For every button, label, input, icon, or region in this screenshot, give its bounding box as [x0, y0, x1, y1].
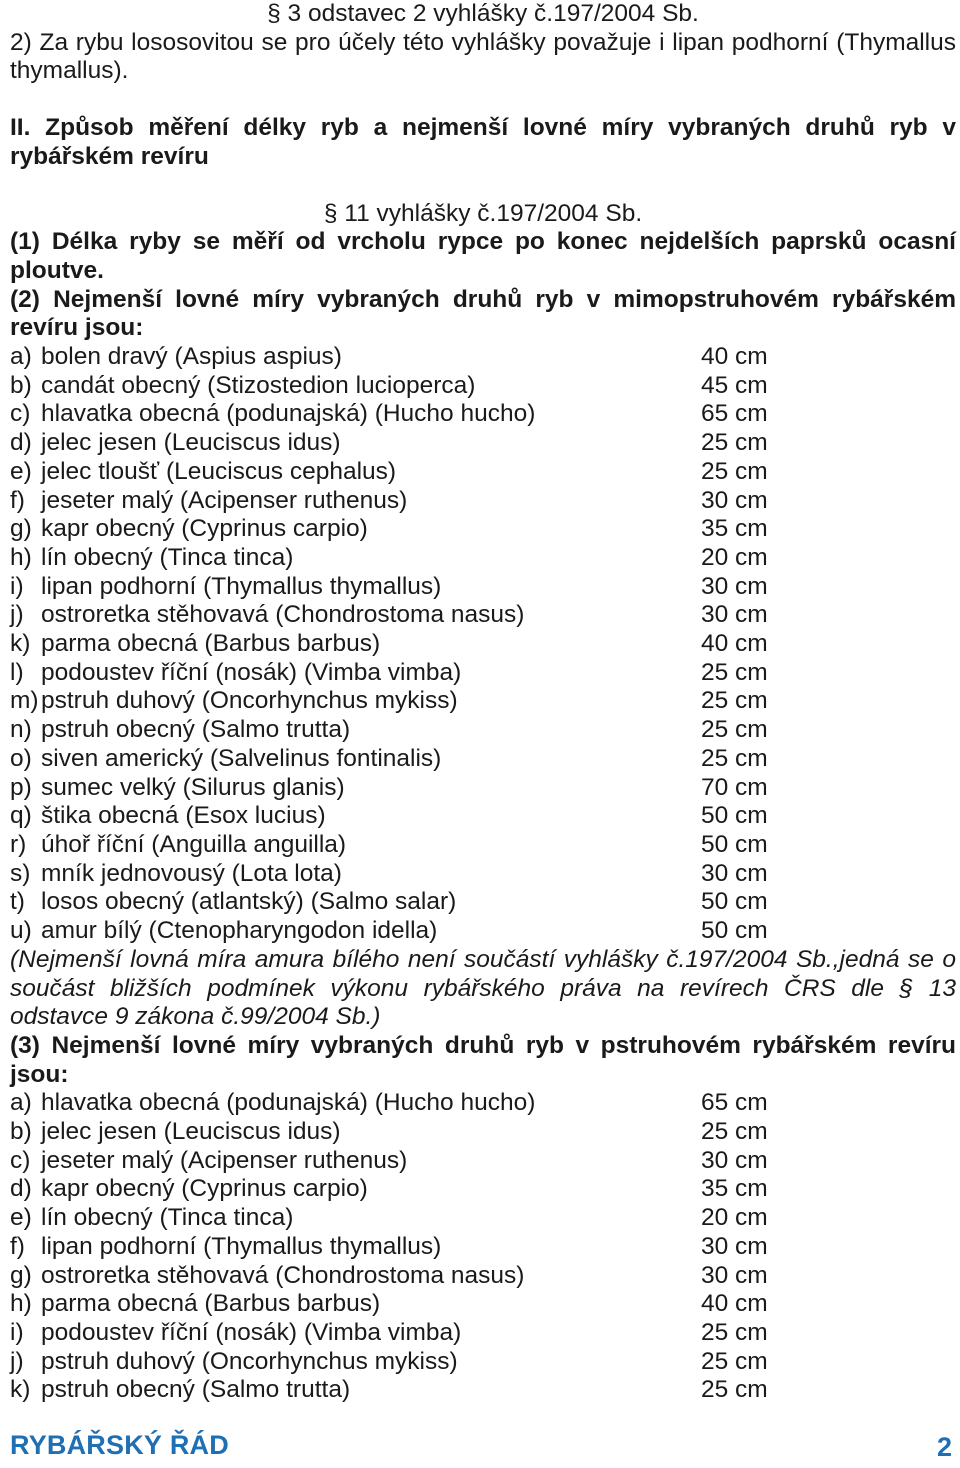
list-item-letter: d): [10, 1175, 32, 1203]
list-item: [10, 573, 956, 602]
list-item-length: 25 cm: [701, 687, 768, 715]
list-item: [10, 1147, 956, 1176]
footnote-2: 2) Za rybu lososovitou se pro účely této vyhlášky považuje i lipan podhorní (Thymallus thymallus).: [10, 28, 956, 85]
list-item-length: 25 cm: [701, 658, 768, 686]
list-item-name: úhoř říční (Anguilla anguilla): [41, 830, 347, 858]
document-content: [10, 0, 956, 1405]
list-item-name: pstruh obecný (Salmo trutta): [41, 1376, 351, 1404]
list-item-name: losos obecný (atlantský) (Salmo salar): [41, 888, 457, 916]
list-item-name: jeseter malý (Acipenser ruthenus): [41, 1146, 408, 1174]
list-item-length: 65 cm: [701, 400, 768, 428]
list-item-length: 25 cm: [701, 716, 768, 744]
list-item-length: 25 cm: [701, 429, 768, 457]
list-item-name: sumec velký (Silurus glanis): [41, 773, 345, 801]
list-item-letter: n): [10, 716, 32, 744]
list-item: [10, 745, 956, 774]
list-item: [10, 659, 956, 688]
paragraph-3-heading: (3) Nejmenší lovné míry vybraných druhů ryb v pstruhovém rybářském revíru jsou:: [10, 1031, 956, 1088]
list-item-name: pstruh duhový (Oncorhynchus mykiss): [41, 687, 458, 715]
list-item-letter: t): [10, 888, 25, 916]
list-item-length: 30 cm: [701, 1232, 768, 1260]
section-reference-11: § 11 vyhlášky č.197/2004 Sb.: [323, 199, 643, 227]
list-item: [10, 831, 956, 860]
pstruhovy-list: [10, 1089, 956, 1405]
list-item-letter: c): [10, 400, 31, 428]
list-item-length: 30 cm: [701, 572, 768, 600]
list-item-name: hlavatka obecná (podunajská) (Hucho hucho): [41, 1089, 536, 1117]
list-item-length: 25 cm: [701, 457, 768, 485]
list-item-name: jelec jesen (Leuciscus idus): [41, 429, 341, 457]
list-item-name: lipan podhorní (Thymallus thymallus): [41, 1232, 442, 1260]
list-item-length: 50 cm: [701, 888, 768, 916]
list-item-letter: i): [10, 572, 24, 600]
list-item: [10, 544, 956, 573]
list-item-length: 25 cm: [701, 1318, 768, 1346]
list-item-letter: b): [10, 1118, 32, 1146]
list-item: [10, 429, 956, 458]
list-item-name: amur bílý (Ctenopharyngodon idella): [41, 917, 438, 945]
list-item-name: hlavatka obecná (podunajská) (Hucho hucho): [41, 400, 536, 428]
list-item-letter: f): [10, 486, 25, 514]
list-item-name: podoustev říční (nosák) (Vimba vimba): [41, 658, 462, 686]
list-item-letter: a): [10, 1089, 32, 1117]
list-item: [10, 400, 956, 429]
list-item-letter: p): [10, 773, 32, 801]
list-item-name: kapr obecný (Cyprinus carpio): [41, 515, 368, 543]
list-item-name: štika obecná (Esox lucius): [41, 802, 326, 830]
list-item-letter: g): [10, 515, 32, 543]
list-item-length: 25 cm: [701, 1376, 768, 1404]
list-item: [10, 601, 956, 630]
list-item-name: lipan podhorní (Thymallus thymallus): [41, 572, 442, 600]
list-item: [10, 687, 956, 716]
list-item-length: 70 cm: [701, 773, 768, 801]
list-item: [10, 487, 956, 516]
list-item-length: 30 cm: [701, 1146, 768, 1174]
amur-note: (Nejmenší lovná míra amura bílého není součástí vyhlášky č.197/2004 Sb.,jedná se o součást bližších podmínek výkonu rybářského práva na revírech ČRS dle § 13 odstavce 9 zákona č.99/2004 Sb.): [10, 945, 956, 1031]
list-item-name: parma obecná (Barbus barbus): [41, 630, 381, 658]
list-item-length: 35 cm: [701, 515, 768, 543]
list-item-length: 40 cm: [701, 630, 768, 658]
list-item-length: 20 cm: [701, 543, 768, 571]
list-item-letter: s): [10, 859, 31, 887]
list-item-letter: e): [10, 457, 32, 485]
list-item-letter: q): [10, 802, 32, 830]
list-item: [10, 1233, 956, 1262]
page-number: 2: [936, 1432, 952, 1462]
section-reference-3: § 3 odstavec 2 vyhlášky č.197/2004 Sb.: [267, 0, 699, 27]
list-item: [10, 1175, 956, 1204]
list-item: [10, 860, 956, 889]
list-item-length: 50 cm: [701, 917, 768, 945]
list-item-name: lín obecný (Tinca tinca): [41, 1204, 294, 1232]
list-item-letter: g): [10, 1261, 32, 1289]
list-item-length: 50 cm: [701, 802, 768, 830]
list-item: [10, 888, 956, 917]
list-item-letter: k): [10, 1376, 31, 1404]
list-item-length: 30 cm: [701, 486, 768, 514]
list-item-name: jeseter malý (Acipenser ruthenus): [41, 486, 408, 514]
list-item: [10, 1348, 956, 1377]
list-item: [10, 372, 956, 401]
list-item-letter: j): [10, 601, 24, 629]
list-item-letter: b): [10, 371, 32, 399]
list-item-letter: h): [10, 1290, 32, 1318]
list-item-name: candát obecný (Stizostedion lucioperca): [41, 371, 476, 399]
list-item-letter: o): [10, 744, 32, 772]
list-item-name: lín obecný (Tinca tinca): [41, 543, 294, 571]
list-item: [10, 1319, 956, 1348]
list-item: [10, 1118, 956, 1147]
list-item-name: podoustev říční (nosák) (Vimba vimba): [41, 1318, 462, 1346]
list-item: [10, 630, 956, 659]
list-item-name: jelec tloušť (Leuciscus cephalus): [41, 457, 397, 485]
list-item: [10, 716, 956, 745]
list-item-length: 50 cm: [701, 830, 768, 858]
list-item-length: 20 cm: [701, 1204, 768, 1232]
list-item-length: 35 cm: [701, 1175, 768, 1203]
list-item-name: pstruh obecný (Salmo trutta): [41, 716, 351, 744]
list-item-letter: a): [10, 343, 32, 371]
list-item-name: mník jednovousý (Lota lota): [41, 859, 342, 887]
list-item-name: pstruh duhový (Oncorhynchus mykiss): [41, 1347, 458, 1375]
list-item-name: siven americký (Salvelinus fontinalis): [41, 744, 442, 772]
list-item-letter: j): [10, 1347, 24, 1375]
list-item: [10, 774, 956, 803]
list-item-letter: k): [10, 630, 31, 658]
list-item-name: ostroretka stěhovavá (Chondrostoma nasus): [41, 1261, 525, 1289]
list-item-letter: e): [10, 1204, 32, 1232]
list-item-letter: d): [10, 429, 32, 457]
paragraph-1: (1) Délka ryby se měří od vrcholu rypce po konec nejdelších paprsků ocasní ploutve.: [10, 228, 956, 284]
list-item-name: ostroretka stěhovavá (Chondrostoma nasus): [41, 601, 525, 629]
list-item-name: bolen dravý (Aspius aspius): [41, 343, 342, 371]
list-item-letter: u): [10, 917, 32, 945]
list-item-length: 25 cm: [701, 1118, 768, 1146]
list-item: [10, 1290, 956, 1319]
list-item: [10, 1262, 956, 1291]
list-item: [10, 1089, 956, 1118]
mimopstruhovy-list: [10, 343, 956, 946]
list-item-letter: c): [10, 1146, 31, 1174]
list-item-letter: m): [10, 687, 39, 715]
paragraph-2-heading: (2) Nejmenší lovné míry vybraných druhů ryb v mimopstruhovém rybářském revíru jsou:: [10, 285, 956, 342]
list-item-letter: r): [10, 830, 27, 858]
list-item-length: 30 cm: [701, 601, 768, 629]
list-item-length: 65 cm: [701, 1089, 768, 1117]
list-item-length: 25 cm: [701, 1347, 768, 1375]
list-item-letter: l): [10, 658, 24, 686]
list-item: [10, 1204, 956, 1233]
list-item: [10, 917, 956, 946]
list-item-length: 40 cm: [701, 1290, 768, 1318]
list-item-letter: f): [10, 1232, 25, 1260]
list-item-length: 30 cm: [701, 1261, 768, 1289]
list-item-length: 45 cm: [701, 371, 768, 399]
list-item-letter: h): [10, 543, 32, 571]
list-item-length: 30 cm: [701, 859, 768, 887]
list-item-name: parma obecná (Barbus barbus): [41, 1290, 381, 1318]
list-item: [10, 515, 956, 544]
list-item: [10, 458, 956, 487]
list-item-name: kapr obecný (Cyprinus carpio): [41, 1175, 368, 1203]
list-item-length: 40 cm: [701, 343, 768, 371]
list-item-name: jelec jesen (Leuciscus idus): [41, 1118, 341, 1146]
list-item: [10, 802, 956, 831]
chapter-title: II. Způsob měření délky ryb a nejmenší lovné míry vybraných druhů ryb v rybářském revíru: [10, 114, 956, 170]
list-item: [10, 343, 956, 372]
list-item: [10, 1376, 956, 1405]
footer-title: RYBÁŘSKÝ ŘÁD: [10, 1430, 229, 1460]
list-item-letter: i): [10, 1318, 24, 1346]
list-item-length: 25 cm: [701, 744, 768, 772]
